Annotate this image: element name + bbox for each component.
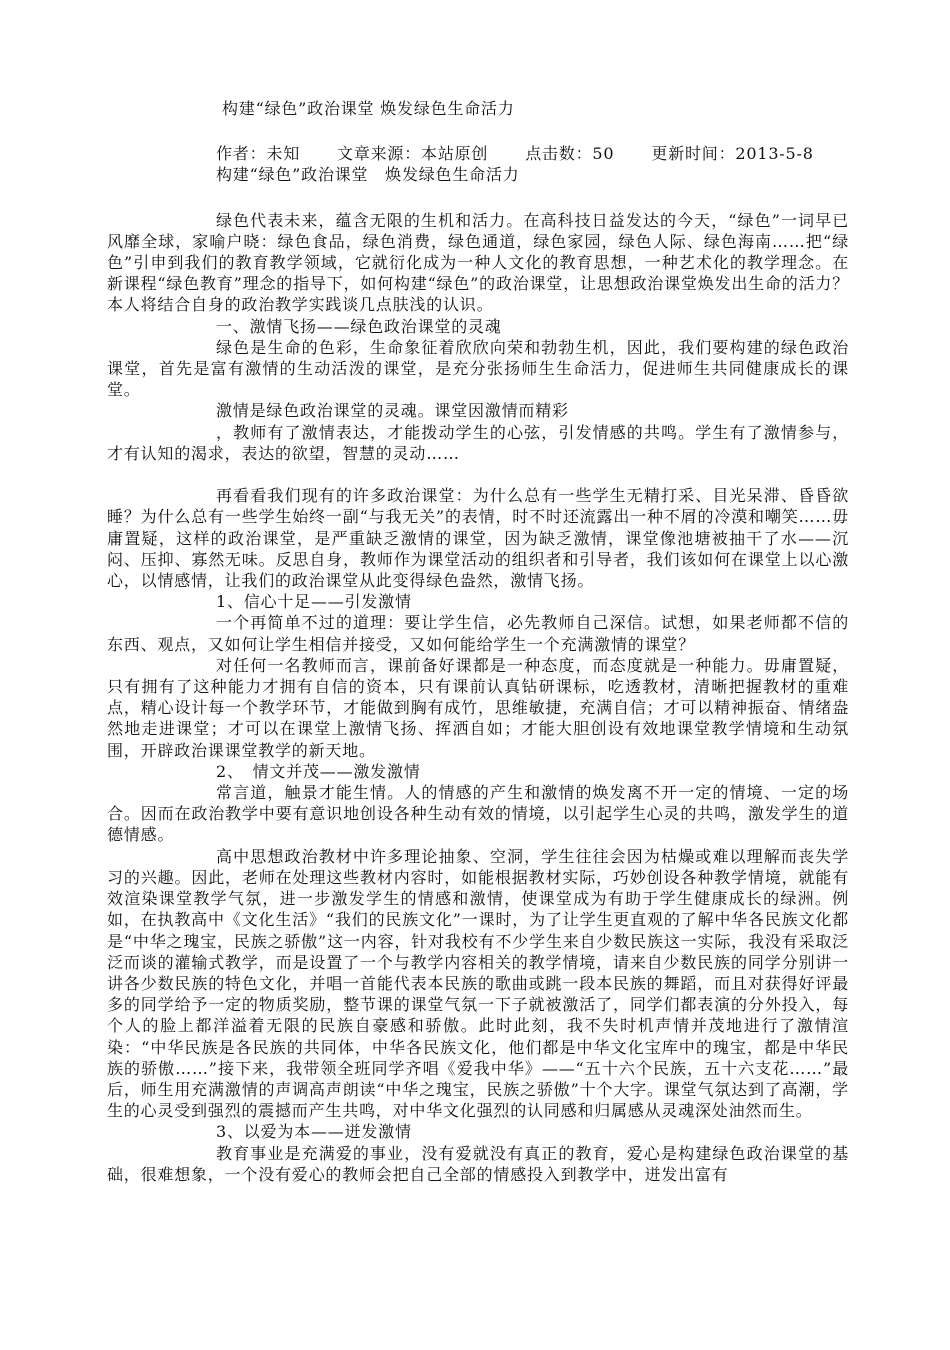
section-heading: 1、信心十足——引发激情 (216, 592, 412, 612)
article-body (107, 210, 849, 1185)
paragraph: 绿色代表未来，蕴含无限的生机和活力。在高科技日益发达的今天，“绿色”一词早已风靡全球，家喻户晓：绿色食品，绿色消费，绿色通道，绿色家园，绿色人际、绿色海南……把“绿色”引申到我们的教育教学领域，它就衍化成为一种人文化的教育思想，一种艺术化的教学理念。在新课程“绿色教育”理念的指导下，如何构建“绿色”的政治课堂，让思想政治课堂焕发出生命的活力？本人将结合自身的政治教学实践谈几点肤浅的认识。 (107, 210, 849, 315)
paragraph: 绿色是生命的色彩，生命象征着欣欣向荣和勃勃生机，因此，我们要构建的绿色政治课堂，首先是富有激情的生动活泼的课堂，是充分张扬师生生命活力，促进师生共同健康成长的课堂。 (107, 337, 849, 400)
section-heading: 3、以爱为本——迸发激情 (216, 1122, 412, 1142)
section-heading: 2、 情文并茂——激发激情 (216, 761, 421, 781)
paragraph: ，教师有了激情表达，才能拨动学生的心弦，引发情感的共鸣。学生有了激情参与，才有认知的渴求，表达的欲望，智慧的灵动…… (107, 422, 849, 463)
article-content (107, 98, 849, 1185)
meta-clicks: 点击数：50 (525, 144, 615, 164)
paragraph: 教育事业是充满爱的事业，没有爱就没有真正的教育，爱心是构建绿色政治课堂的基础，很难想象，一个没有爱心的教师会把自己全部的情感投入到教学中，迸发出富有 (107, 1143, 849, 1184)
section-heading: 激情是绿色政治课堂的灵魂。课堂因激情而精彩 (216, 401, 569, 421)
paragraph: 一个再简单不过的道理：要让学生信，必先教师自己深信。试想，如果老师都不信的东西、观点，又如何让学生相信并接受，又如何能给学生一个充满激情的课堂？ (107, 613, 849, 654)
section-heading: 一、激情飞扬——绿色政治课堂的灵魂 (216, 316, 502, 336)
article-meta (216, 143, 849, 164)
paragraph: 高中思想政治教材中许多理论抽象、空洞，学生往往会因为枯燥或难以理解而丧失学习的兴趣。因此，老师在处理这些教材内容时，如能根据教材实际，巧妙创设各种教学情境，就能有效渲染课堂教学气氛，进一步激发学生的情感和激情，使课堂成为有助于学生健康成长的绿洲。例如，在执教高中《文化生活》“我们的民族文化”一课时，为了让学生更直观的了解中华各民族文化都是“中华之瑰宝，民族之骄傲”这一内容，针对我校有不少学生来自少数民族这一实际，我没有采取泛泛而谈的灌输式教学，而是设置了一个与教学内容相关的教学情境，请来自少数民族的同学分别讲一讲各少数民族的特色文化，并唱一首能代表本民族的歌曲或跳一段本民族的舞蹈，而且对获得好评最多的同学给予一定的物质奖励，整节课的课堂气氛一下子就被激活了，同学们都表演的分外投入，每个人的脸上都洋溢着无限的民族自豪感和骄傲。此时此刻，我不失时机声情并茂地进行了激情渲染：“中华民族是各民族的共同体，中华各民族文化，他们都是中华文化宝库中的瑰宝，都是中华民族的骄傲……”接下来，我带领全班同学齐唱《爱我中华》——“五十六个民族，五十六支花……”最后，师生用充满激情的声调高声朗读“中华之瑰宝，民族之骄傲”十个大字。课堂气氛达到了高潮，学生的心灵受到强烈的震撼而产生共鸣，对中华文化强烈的认同感和归属感从灵魂深处油然而生。 (107, 846, 849, 1121)
page-title: 构建“绿色”政治课堂 焕发绿色生命活力 (222, 99, 515, 118)
blank-line (107, 464, 849, 485)
meta-source: 文章来源：本站原创 (337, 144, 489, 164)
paragraph: 对任何一名教师而言，课前备好课都是一种态度，而态度就是一种能力。毋庸置疑，只有拥有了这种能力才拥有自信的资本，只有课前认真钻研课标，吃透教材，清晰把握教材的重难点，精心设计每一个教学环节，才能做到胸有成竹，思维敏捷，充满自信；才可以精神振奋、情绪盎然地走进课堂；才可以在课堂上激情飞扬、挥洒自如；才能大胆创设有效地课堂教学情境和生动氛围，开辟政治课课堂教学的新天地。 (107, 655, 849, 760)
article-subtitle: 构建“绿色”政治课堂 焕发绿色生命活力 (216, 165, 520, 185)
meta-author: 作者：未知 (216, 144, 301, 164)
paragraph: 再看看我们现有的许多政治课堂：为什么总有一些学生无精打采、目光呆滞、昏昏欲睡？为什么总有一些学生始终一副“与我无关”的表情，时不时还流露出一种不屑的冷漠和嘲笑……毋庸置疑，这样的政治课堂，是严重缺乏激情的课堂，因为缺乏激情，课堂像池塘被抽干了水——沉闷、压抑、寡然无味。反思自身，教师作为课堂活动的组织者和引导者，我们该如何在课堂上以心激心，以情感情，让我们的政治课堂从此变得绿色盎然，激情飞扬。 (107, 486, 849, 591)
meta-updated: 更新时间：2013-5-8 (651, 144, 814, 164)
paragraph: 常言道，触景才能生情。人的情感的产生和激情的焕发离不开一定的情境、一定的场合。因而在政治教学中要有意识地创设各种生动有效的情境，以引起学生心灵的共鸣，激发学生的道德情感。 (107, 783, 849, 845)
